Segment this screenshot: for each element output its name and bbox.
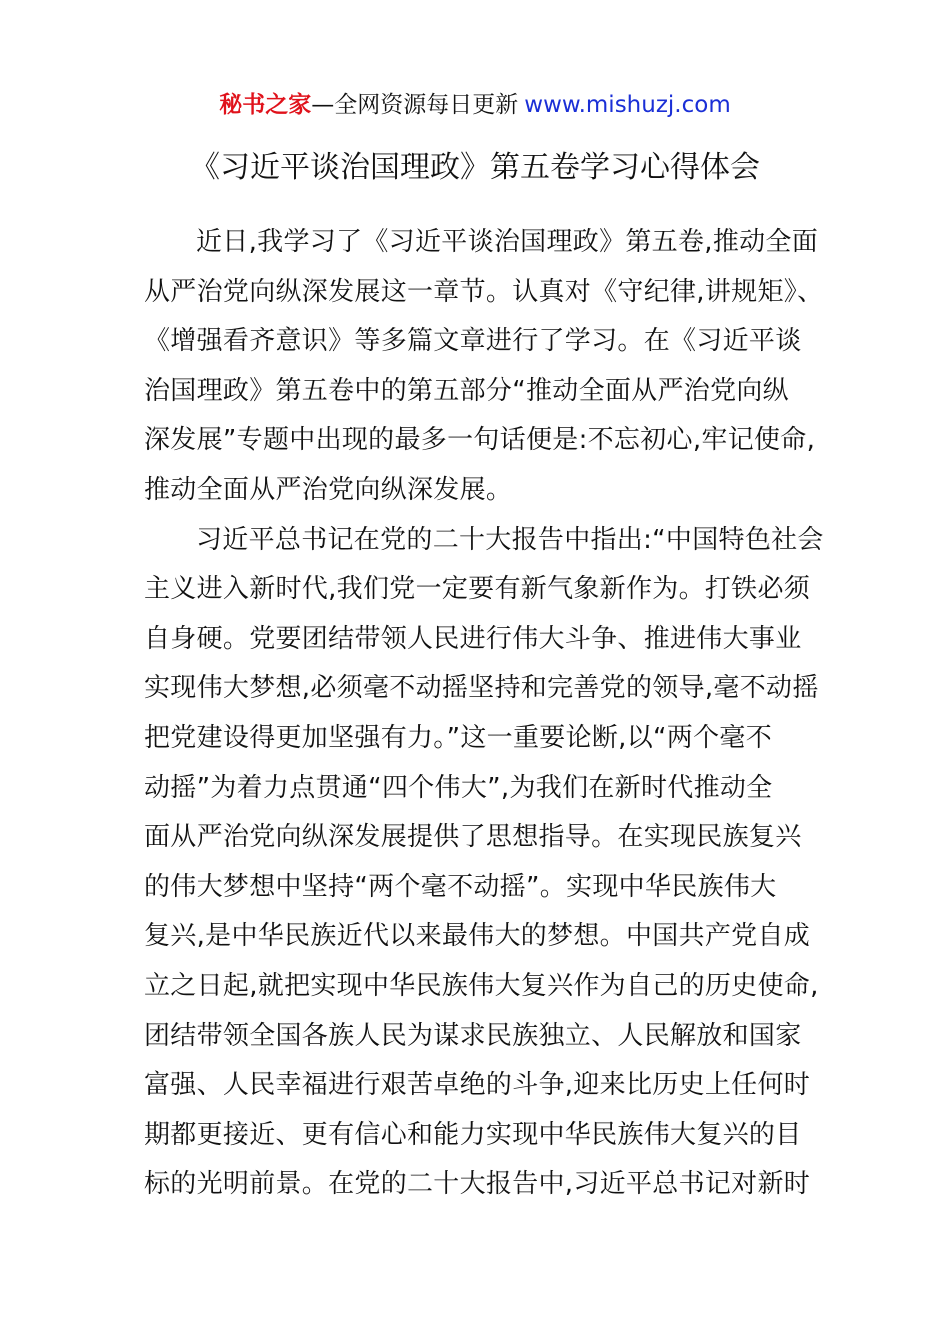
text-line: 把党建设得更加坚强有力。”这一重要论断,以“两个毫不 — [144, 722, 773, 753]
text-line: 近日,我学习了《习近平谈治国理政》第五卷,推动全面 — [196, 227, 819, 257]
document-body — [144, 218, 824, 1210]
text-line: 从严治党向纵深发展这一章节。认真对《守纪律,讲规矩》、 — [144, 276, 824, 307]
text-line: 期都更接近、更有信心和能力实现中华民族伟大复兴的目 — [144, 1119, 802, 1150]
text-line: 动摇”为着力点贯通“四个伟大”,为我们在新时代推动全 — [144, 772, 773, 803]
site-tagline: —全网资源每日更新 — [311, 92, 519, 118]
text-line: 实现伟大梦想,必须毫不动摇坚持和完善党的领导,毫不动摇 — [144, 673, 819, 704]
text-line: 主义进入新时代,我们党一定要有新气象新作为。打铁必须 — [144, 574, 811, 605]
text-line: 自身硬。党要团结带领人民进行伟大斗争、推进伟大事业 — [144, 623, 802, 654]
text-line: 富强、人民幸福进行艰苦卓绝的斗争,迎来比历史上任何时 — [144, 1070, 811, 1101]
text-line: 习近平总书记在党的二十大报告中指出:“中国特色社会 — [196, 524, 824, 555]
text-line: 深发展”专题中出现的最多一句话便是:不忘初心,牢记使命, — [144, 425, 816, 456]
text-line: 团结带领全国各族人民为谋求民族独立、人民解放和国家 — [144, 1020, 802, 1051]
paragraph-2 — [144, 516, 824, 1210]
site-header — [0, 88, 950, 122]
text-line: 面从严治党向纵深发展提供了思想指导。在实现民族复兴 — [144, 822, 802, 853]
text-line: 立之日起,就把实现中华民族伟大复兴作为自己的历史使命, — [144, 970, 819, 1001]
text-line: 复兴,是中华民族近代以来最伟大的梦想。中国共产党自成 — [144, 921, 811, 952]
text-line: 推动全面从严治党向纵深发展。 — [144, 474, 513, 505]
site-name: 秘书之家 — [219, 92, 312, 118]
text-line: 标的光明前景。在党的二十大报告中,习近平总书记对新时 — [144, 1169, 811, 1200]
text-line: 《增强看齐意识》等多篇文章进行了学习。在《习近平谈 — [144, 326, 802, 357]
site-url-link[interactable]: www.mishuzj.com — [524, 92, 731, 118]
document-title: 《习近平谈治国理政》第五卷学习心得体会 — [190, 150, 760, 185]
paragraph-1 — [144, 218, 824, 516]
text-line: 的伟大梦想中坚持“两个毫不动摇”。实现中华民族伟大 — [144, 871, 777, 902]
text-line: 治国理政》第五卷中的第五部分“推动全面从严治党向纵 — [144, 375, 789, 406]
